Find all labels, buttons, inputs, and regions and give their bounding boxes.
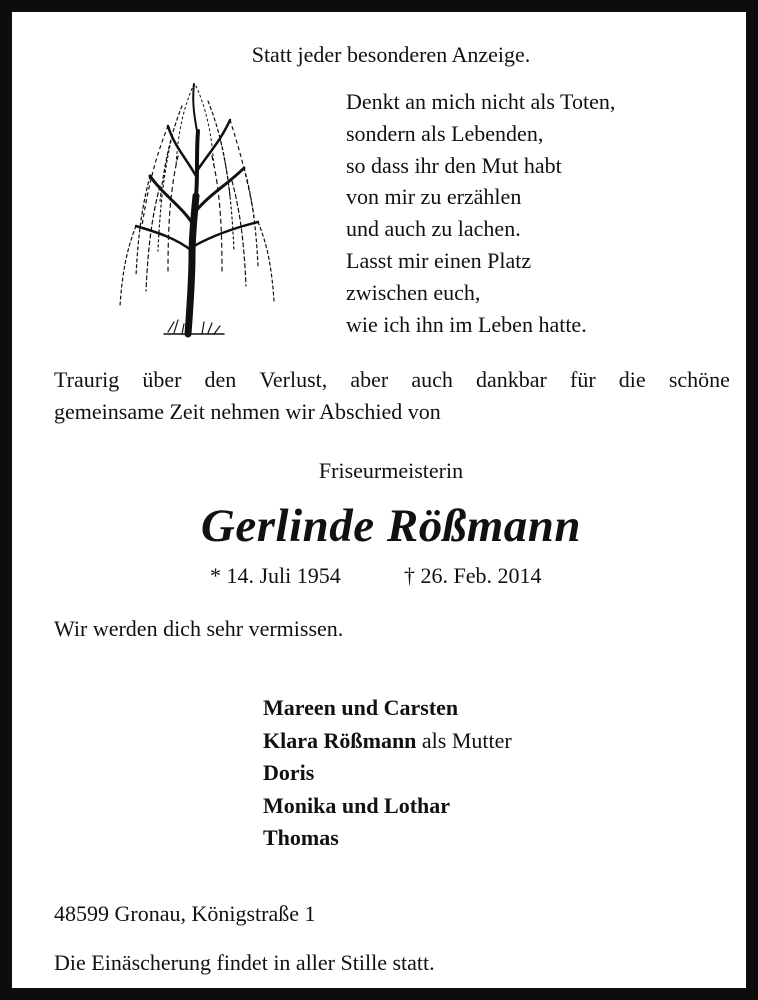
mourner-entry — [263, 725, 512, 758]
mourner-entry — [263, 790, 512, 823]
poem-line: sondern als Lebenden, — [346, 120, 544, 146]
intro-word: die — [618, 367, 646, 392]
intro-paragraph — [54, 364, 730, 428]
mourner-relation: als Mutter — [416, 727, 512, 753]
poem-line: von mir zu erzählen — [346, 184, 522, 210]
birth-date: * 14. Juli 1954 — [210, 563, 341, 588]
cremation-note: Die Einäscherung findet in aller Stille statt. — [54, 950, 435, 975]
deceased-name: Gerlinde Rößmann — [200, 500, 582, 552]
intro-word: aber — [350, 367, 389, 392]
header-line: Statt jeder besonderen Anzeige. — [251, 42, 531, 67]
intro-word: dankbar — [476, 367, 547, 392]
poem-line: so dass ihr den Mut habt — [346, 152, 562, 178]
mourners-list — [263, 692, 512, 855]
mourner-entry — [263, 692, 512, 725]
intro-word: schöne — [668, 367, 730, 392]
poem-line: wie ich ihn im Leben hatte. — [346, 311, 587, 337]
poem-line: zwischen euch, — [346, 279, 481, 305]
mourner-entry — [263, 822, 512, 855]
poem — [346, 86, 615, 340]
willow-tree-illustration — [112, 76, 282, 338]
intro-word: Verlust, — [259, 367, 328, 392]
poem-line: und auch zu lachen. — [346, 216, 521, 242]
death-date: † 26. Feb. 2014 — [404, 563, 542, 588]
address: 48599 Gronau, Königstraße 1 — [54, 901, 316, 926]
mourner-name: Klara Rößmann — [263, 727, 417, 753]
mourner-name: Monika und Lothar — [263, 792, 451, 818]
intro-word: den — [204, 367, 237, 392]
intro-word: über — [142, 367, 182, 392]
poem-line: Denkt an mich nicht als Toten, — [346, 89, 616, 114]
mourner-entry — [263, 757, 512, 790]
mourner-name: Mareen und Carsten — [263, 695, 459, 720]
profession: Friseurmeisterin — [318, 458, 464, 483]
poem-line: Lasst mir einen Platz — [346, 247, 532, 273]
mourner-name: Thomas — [263, 825, 339, 850]
intro-word: Traurig — [54, 367, 120, 392]
intro-word: für — [570, 367, 596, 392]
intro-line-2: gemeinsame Zeit nehmen wir Abschied von — [54, 399, 441, 424]
mourner-name: Doris — [263, 760, 315, 785]
intro-word: auch — [411, 367, 453, 392]
intro-line-1 — [54, 364, 730, 396]
farewell-line: Wir werden dich sehr vermissen. — [54, 616, 344, 641]
